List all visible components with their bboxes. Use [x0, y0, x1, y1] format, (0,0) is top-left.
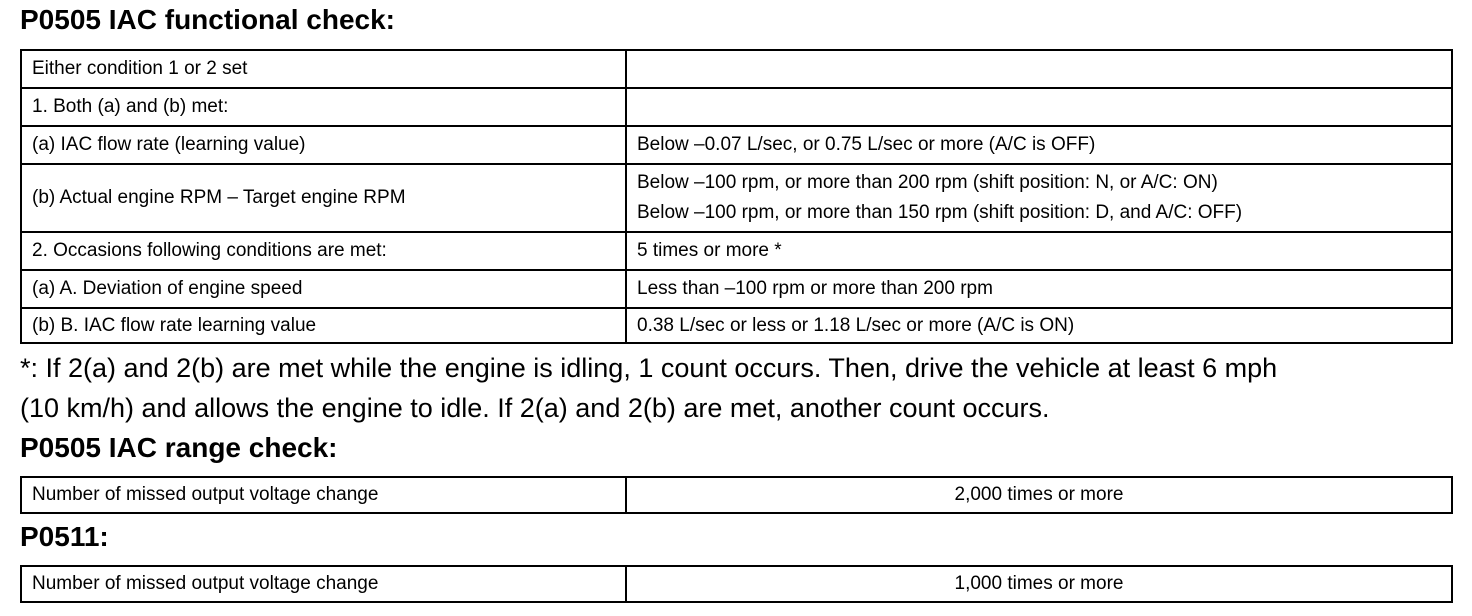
condition-value-line-1: Below –100 rpm, or more than 200 rpm (shift position: N, or A/C: ON) [637, 172, 1218, 193]
condition-value [626, 164, 1452, 232]
condition-value [626, 50, 1452, 88]
functional-check-heading: P0505 IAC functional check: [20, 4, 396, 35]
functional-check-table [20, 49, 1453, 344]
table-row [21, 270, 1452, 308]
table-row [21, 477, 1452, 513]
range-check-heading: P0505 IAC range check: [20, 432, 338, 463]
footnote-line-2: (10 km/h) and allows the engine to idle. If 2(a) and 2(b) are met, another count occurs. [20, 393, 1050, 423]
table-row [21, 164, 1452, 232]
condition-label: Either condition 1 or 2 set [21, 50, 626, 88]
condition-label: 2. Occasions following conditions are met: [21, 232, 626, 270]
table-row [21, 566, 1452, 602]
condition-value [626, 88, 1452, 126]
p0511-label: Number of missed output voltage change [21, 566, 626, 602]
condition-label: (b) Actual engine RPM – Target engine RPM [21, 164, 626, 232]
condition-label: (a) A. Deviation of engine speed [21, 270, 626, 308]
condition-value: 5 times or more * [626, 232, 1452, 270]
table-row [21, 308, 1452, 343]
footnote-line-1: *: If 2(a) and 2(b) are met while the engine is idling, 1 count occurs. Then, drive the vehicle at least 6 mph [20, 353, 1278, 383]
condition-value: Below –0.07 L/sec, or 0.75 L/sec or more (A/C is OFF) [626, 126, 1452, 164]
range-label: Number of missed output voltage change [21, 477, 626, 513]
table-row [21, 126, 1452, 164]
table-row [21, 88, 1452, 126]
condition-value-line-2: Below –100 rpm, or more than 150 rpm (shift position: D, and A/C: OFF) [637, 202, 1243, 223]
p0511-table [20, 565, 1453, 603]
range-check-table [20, 476, 1453, 514]
condition-label: (a) IAC flow rate (learning value) [21, 126, 626, 164]
condition-value: 0.38 L/sec or less or 1.18 L/sec or more (A/C is ON) [626, 308, 1452, 343]
condition-value: Less than –100 rpm or more than 200 rpm [626, 270, 1452, 308]
range-value: 2,000 times or more [626, 477, 1452, 513]
p0511-heading: P0511: [20, 521, 109, 552]
condition-label: 1. Both (a) and (b) met: [21, 88, 626, 126]
p0511-value: 1,000 times or more [626, 566, 1452, 602]
table-row [21, 50, 1452, 88]
table-row [21, 232, 1452, 270]
condition-label: (b) B. IAC flow rate learning value [21, 308, 626, 343]
